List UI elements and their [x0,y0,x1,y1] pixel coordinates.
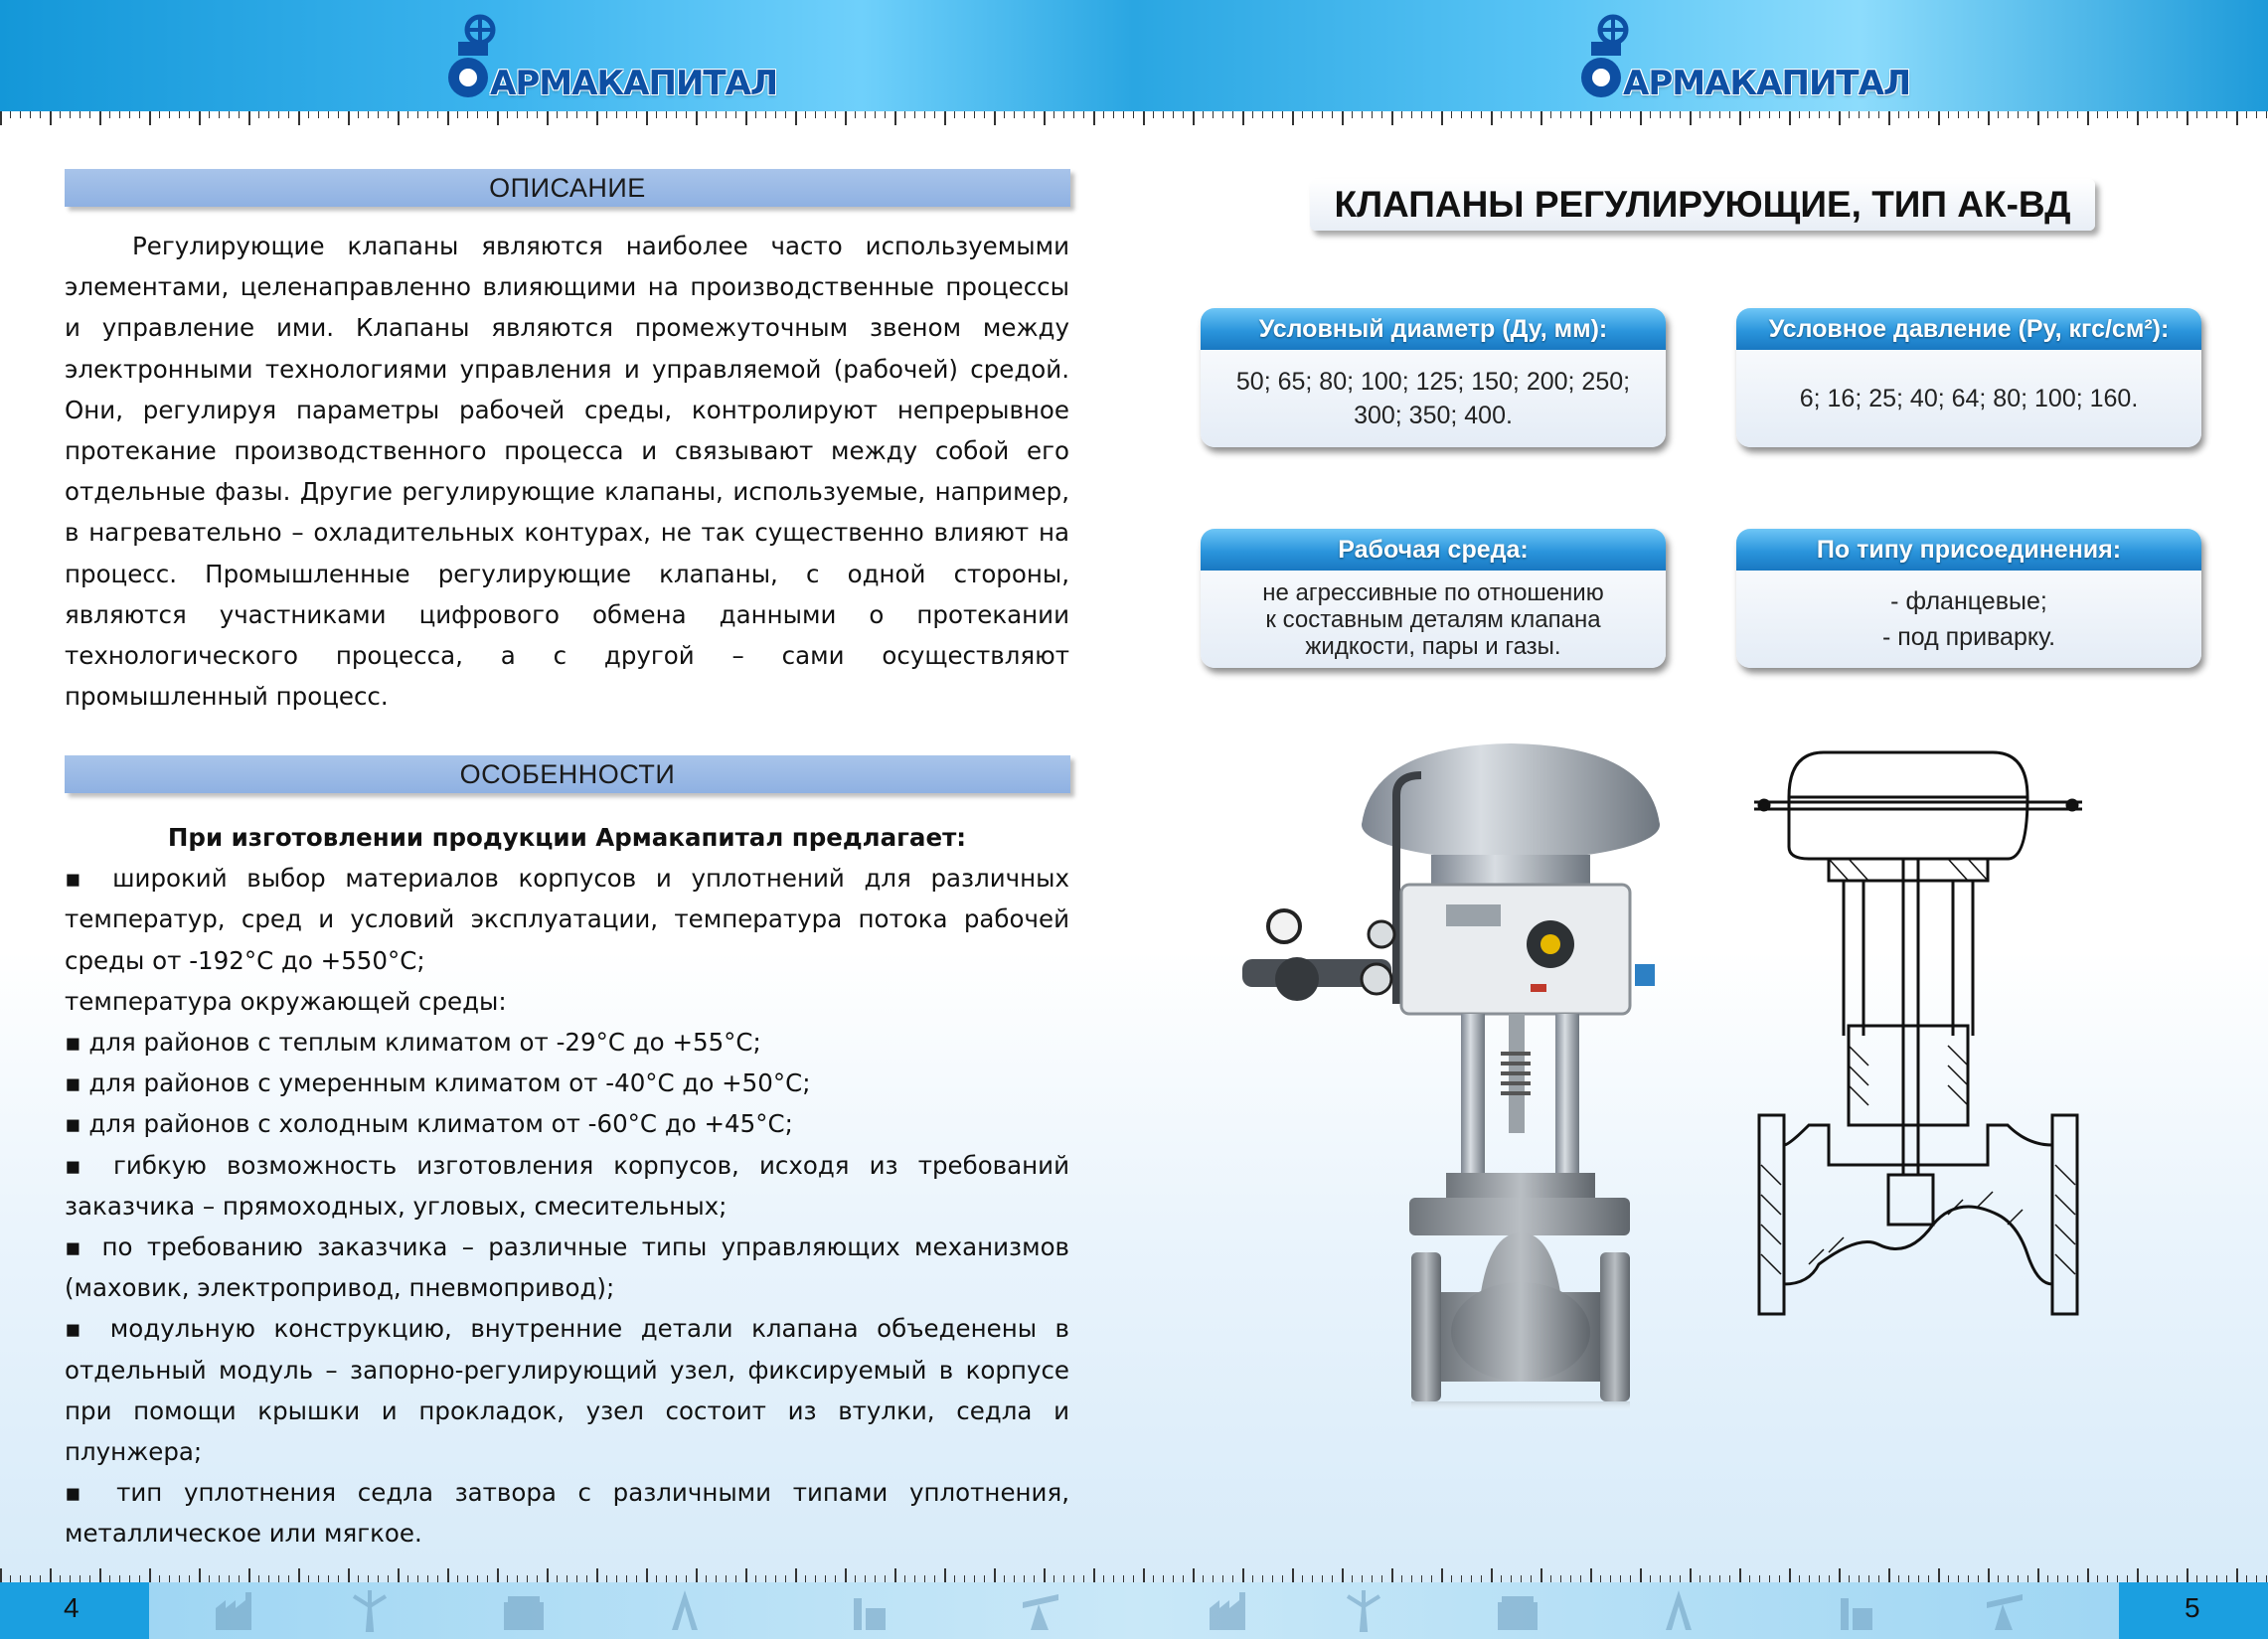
spec-value: 6; 16; 25; 40; 64; 80; 100; 160. [1799,384,2139,412]
feature-item: ▪ для районов с умеренным климатом от -40°С до +50°С; [65,1068,811,1098]
windmill-icon [1344,1588,1383,1632]
feature-item: ▪ тип уплотнения седла затвора с различными типами уплотнения, металлическое или мягкое. [65,1478,1069,1549]
spec-value: 300; 350; 400. [1354,402,1513,429]
spec-card-diameter [1201,308,1666,447]
spec-card-head: По типу присоединения: [1736,529,2201,571]
spec-card-medium [1201,529,1666,668]
description-heading: ОПИСАНИЕ [65,169,1070,207]
logo-text-left: АРМАКАПИТАЛ [490,64,778,103]
spec-card-body [1736,350,2201,447]
description-text [65,226,1069,717]
spec-card-head: Рабочая среда: [1201,529,1666,571]
logo-text-right: АРМАКАПИТАЛ [1623,64,1911,103]
spec-value: не агрессивные по отношению [1262,578,1604,606]
spec-value: - под приварку. [1881,623,2056,651]
bottom-ruler-divider [0,1568,2268,1582]
top-ruler-divider [0,111,2268,125]
spec-card-pressure [1736,308,2201,447]
factory-icon [1208,1588,1247,1632]
pumpjack-icon [1983,1588,2026,1632]
oil-rig-icon [668,1588,702,1632]
spec-card-body [1201,571,1666,668]
spec-card-head: Условное давление (Ру, кгс/см²): [1736,308,2201,350]
refinery-icon [1837,1588,1876,1632]
feature-item: ▪ гибкую возможность изготовления корпусов, исходя из требований заказчика – прямоходных, угловых, смесительных; [65,1150,1069,1221]
features-list [65,817,1069,1555]
spec-card-body [1736,571,2201,668]
spec-card-head: Условный диаметр (Ду, мм): [1201,308,1666,350]
logo-right [1575,10,1911,103]
feature-item: температура окружающей среды: [65,986,507,1016]
windmill-icon [350,1588,390,1632]
refinery-icon [850,1588,890,1632]
oil-rig-icon [1662,1588,1696,1632]
description-paragraph: Регулирующие клапаны являются наиболее часто используемыми элементами, целенаправленно влияющими на производственные процессы и управление ими. Клапаны являются промежуточным звеном между электронными технологиями управления и управляемой (рабочей) средой. Они, регулируя параметры рабочей среды, контролируют непрерывное протекание производственного процесса и связывают между собой его отдельные фазы. Другие регулирующие клапаны, используемые, например, в нагревательно – охладительных контурах, не так существенно влияют на процесс. Промышленные регулирующие клапаны, с одной стороны, являются участниками цифрового обмена данными о протекании технологического процесса, а с другой – сами осуществляют промышленный процесс. [65,232,1069,712]
factory-icon [214,1588,253,1632]
product-title: КЛАПАНЫ РЕГУЛИРУЮЩИЕ, ТИП АК-ВД [1310,179,2095,231]
building-icon [1496,1588,1539,1632]
feature-item: ▪ для районов с теплым климатом от -29°С до +55°С; [65,1028,761,1058]
valve-photo [1222,736,1709,1411]
feature-item: ▪ широкий выбор материалов корпусов и уплотнений для различных температур, сред и условий эксплуатации, температура потока рабочей среды от -192°С до +550°С; [65,864,1069,975]
feature-item: ▪ модульную конструкцию, внутренние детали клапана объеденены в отдельный модуль – запорно-регулирующий узел, фиксируемый в корпусе при помощи крышки и прокладок, узел состоит из втулки, седла и плунжера; [65,1314,1069,1467]
page-number-right: 5 [2185,1592,2200,1623]
logo-left [442,10,778,103]
header-bar [0,0,2268,111]
feature-item: ▪ для районов с холодным климатом от -60°С до +45°С; [65,1109,793,1139]
building-icon [502,1588,546,1632]
spec-card-connection [1736,529,2201,668]
page-number-left: 4 [64,1592,80,1623]
pumpjack-icon [1019,1588,1062,1632]
footer-strip [149,1582,2119,1639]
feature-item: ▪ по требованию заказчика – различные типы управляющих механизмов (маховик, электропривод, пневмопривод); [65,1232,1069,1303]
spec-value: 50; 65; 80; 100; 125; 150; 200; 250; [1235,368,1631,396]
spec-value: жидкости, пары и газы. [1305,632,1561,660]
features-intro: При изготовлении продукции Армакапитал предлагает: [167,823,967,852]
spec-value: - фланцевые; [1890,587,2047,615]
spec-value: к составным деталям клапана [1265,605,1601,633]
valve-cross-section-diagram [1749,747,2087,1324]
features-heading: ОСОБЕННОСТИ [65,755,1070,793]
spec-card-body [1201,350,1666,447]
